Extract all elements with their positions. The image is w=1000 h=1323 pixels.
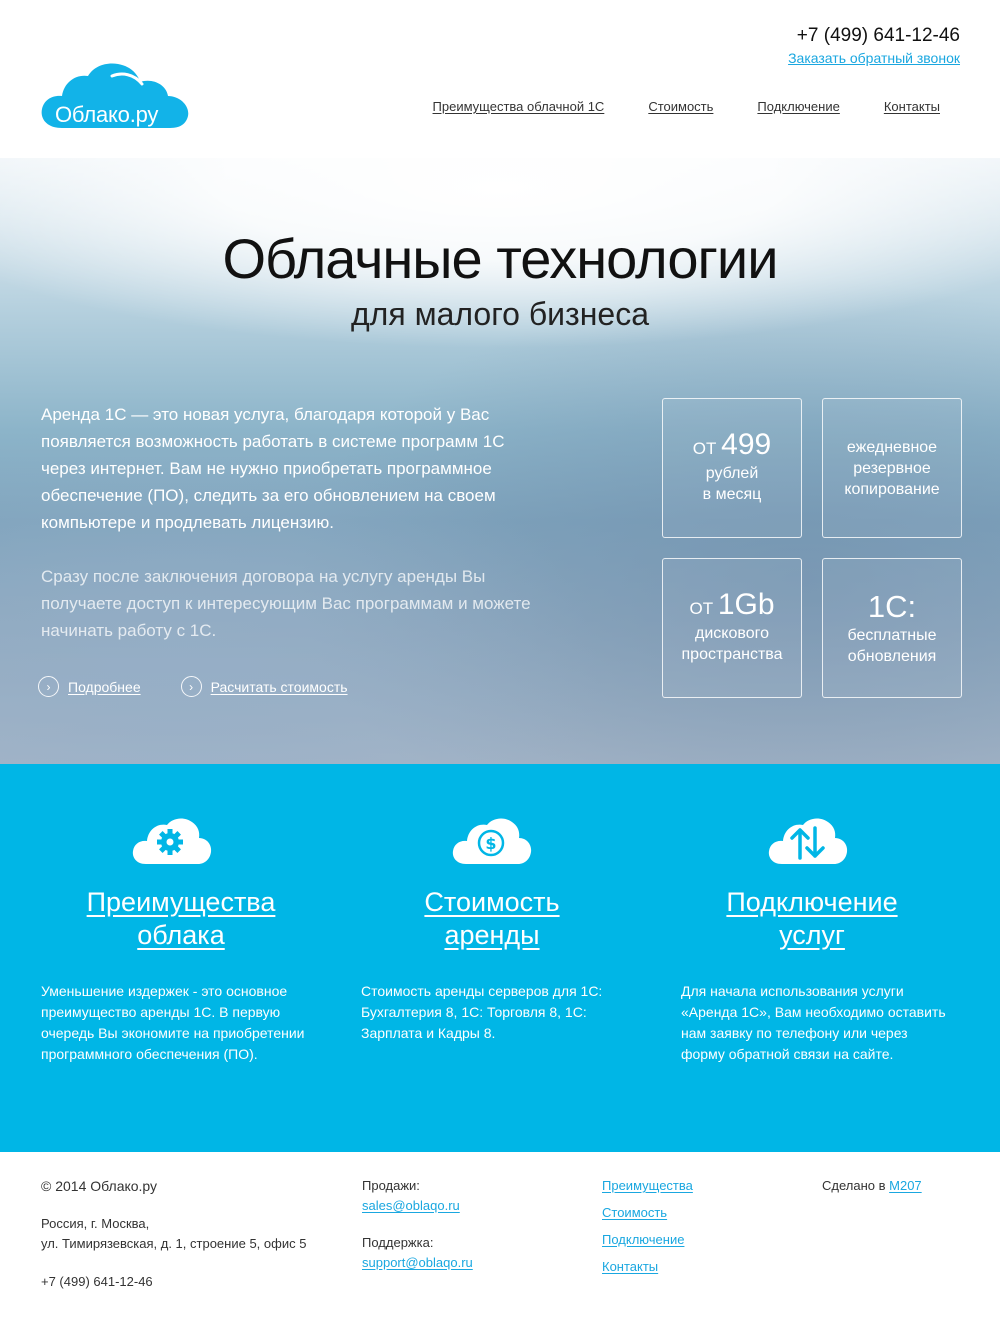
site-header [0,0,1000,158]
more-link[interactable] [38,676,141,697]
footer-copyright: © 2014 Облако.ру [41,1178,158,1194]
feature-connection-title[interactable]: Подключение услуг [726,887,898,950]
features-section [0,764,1000,1152]
nav-item-advantages[interactable]: Преимущества облачной 1С [432,99,605,114]
price-line-2: в месяц [702,486,762,503]
updates-lead: 1С: [867,589,917,624]
feature-connection-text: Для начала использования услуги «Аренда 1С», Вам необходимо оставить нам заявку по телефону или через форму обратной связи на сайте. [681,983,946,1062]
updates-line-2: обновления [847,648,937,665]
more-link-label: Подробнее [68,678,141,695]
disk-value: 1Gb [717,588,775,621]
backup-line-3: копирование [844,480,940,498]
logo-text: Облако.ру [55,102,159,127]
support-email-link[interactable]: support@oblaqo.ru [362,1255,473,1270]
logo[interactable] [40,60,190,130]
footer-address-line-1: Россия, г. Москва, [41,1216,150,1231]
nav-item-connection[interactable]: Подключение [757,99,840,114]
site-footer [0,1152,1000,1323]
cloud-dollar-icon [452,816,532,866]
price-line-1: рублей [705,465,759,482]
disk-line-2: пространства [681,646,783,663]
updates-box [822,558,962,698]
svg-text:$: $ [485,834,497,853]
footer-contacts [362,1176,473,1273]
footer-made-by [822,1176,922,1196]
hero-subtitle: для малого бизнеса [351,296,649,332]
feature-price-title[interactable]: Стоимость аренды [424,887,560,950]
hero-section [0,158,1000,764]
footer-link-contacts[interactable]: Контакты [602,1259,659,1274]
disk-line-1: дискового [695,625,769,642]
backup-box [822,398,962,538]
nav-item-contacts[interactable]: Контакты [883,99,940,114]
header-phone: +7 (499) 641-12-46 [796,25,960,46]
main-nav [433,99,940,114]
made-by-link[interactable]: M207 [889,1178,922,1193]
backup-line-1: ежедневное [846,438,938,456]
support-label: Поддержка: [362,1235,434,1250]
chevron-right-icon: › [38,676,59,697]
disk-box [662,558,802,698]
footer-nav [602,1176,693,1284]
sales-email-link[interactable]: sales@oblaqo.ru [362,1198,460,1213]
feature-advantages-text: Уменьшение издержек - это основное преимущество аренды 1С. В первую очередь Вы экономите на приобретении программного обеспечения (ПО). [41,983,305,1062]
made-by-prefix: Сделано в [822,1178,886,1193]
backup-line-2: резервное [853,459,931,477]
footer-company [41,1176,306,1292]
footer-link-price[interactable]: Стоимость [602,1205,668,1220]
feature-advantages-title[interactable]: Преимущества облака [86,887,276,950]
footer-link-connection[interactable]: Подключение [602,1232,685,1247]
hero-paragraph-1: Аренда 1С — это новая услуга, благодаря которой у Вас появляется возможность работать в системе программ 1С через интернет. Вам не нужно приобретать программное обеспечение (ПО), следить за его обновлением на своем компьютере и продлевать лицензию. [41,405,505,532]
hero-title: Облачные технологии [222,227,778,290]
calc-price-link[interactable] [181,676,348,697]
callback-link[interactable]: Заказать обратный звонок [788,50,960,66]
hero-paragraph-2: Сразу после заключения договора на услугу аренды Вы получаете доступ к интересующим Вас программам и можете начинать работу с 1С. [41,567,531,640]
disk-prefix: ОТ [689,599,714,618]
footer-address-line-2: ул. Тимирязевская, д. 1, строение 5, офис 5 [41,1236,307,1251]
hero-links [38,676,348,697]
chevron-right-icon: › [181,676,202,697]
feature-price-text: Стоимость аренды серверов для 1С: Бухгалтерия 8, 1С: Торговля 8, 1С: Зарплата и Кадры 8. [361,983,603,1041]
price-value: 499 [721,428,772,461]
price-box [662,398,802,538]
calc-price-link-label: Расчитать стоимость [210,678,348,695]
cloud-gear-icon [132,816,212,866]
price-prefix: ОТ [692,439,717,458]
footer-phone: +7 (499) 641-12-46 [41,1274,153,1289]
updates-line-1: бесплатные [847,627,937,644]
nav-item-price[interactable]: Стоимость [648,99,714,114]
cloud-arrows-icon [768,816,848,866]
footer-link-advantages[interactable]: Преимущества [602,1178,693,1193]
sales-label: Продажи: [362,1178,420,1193]
